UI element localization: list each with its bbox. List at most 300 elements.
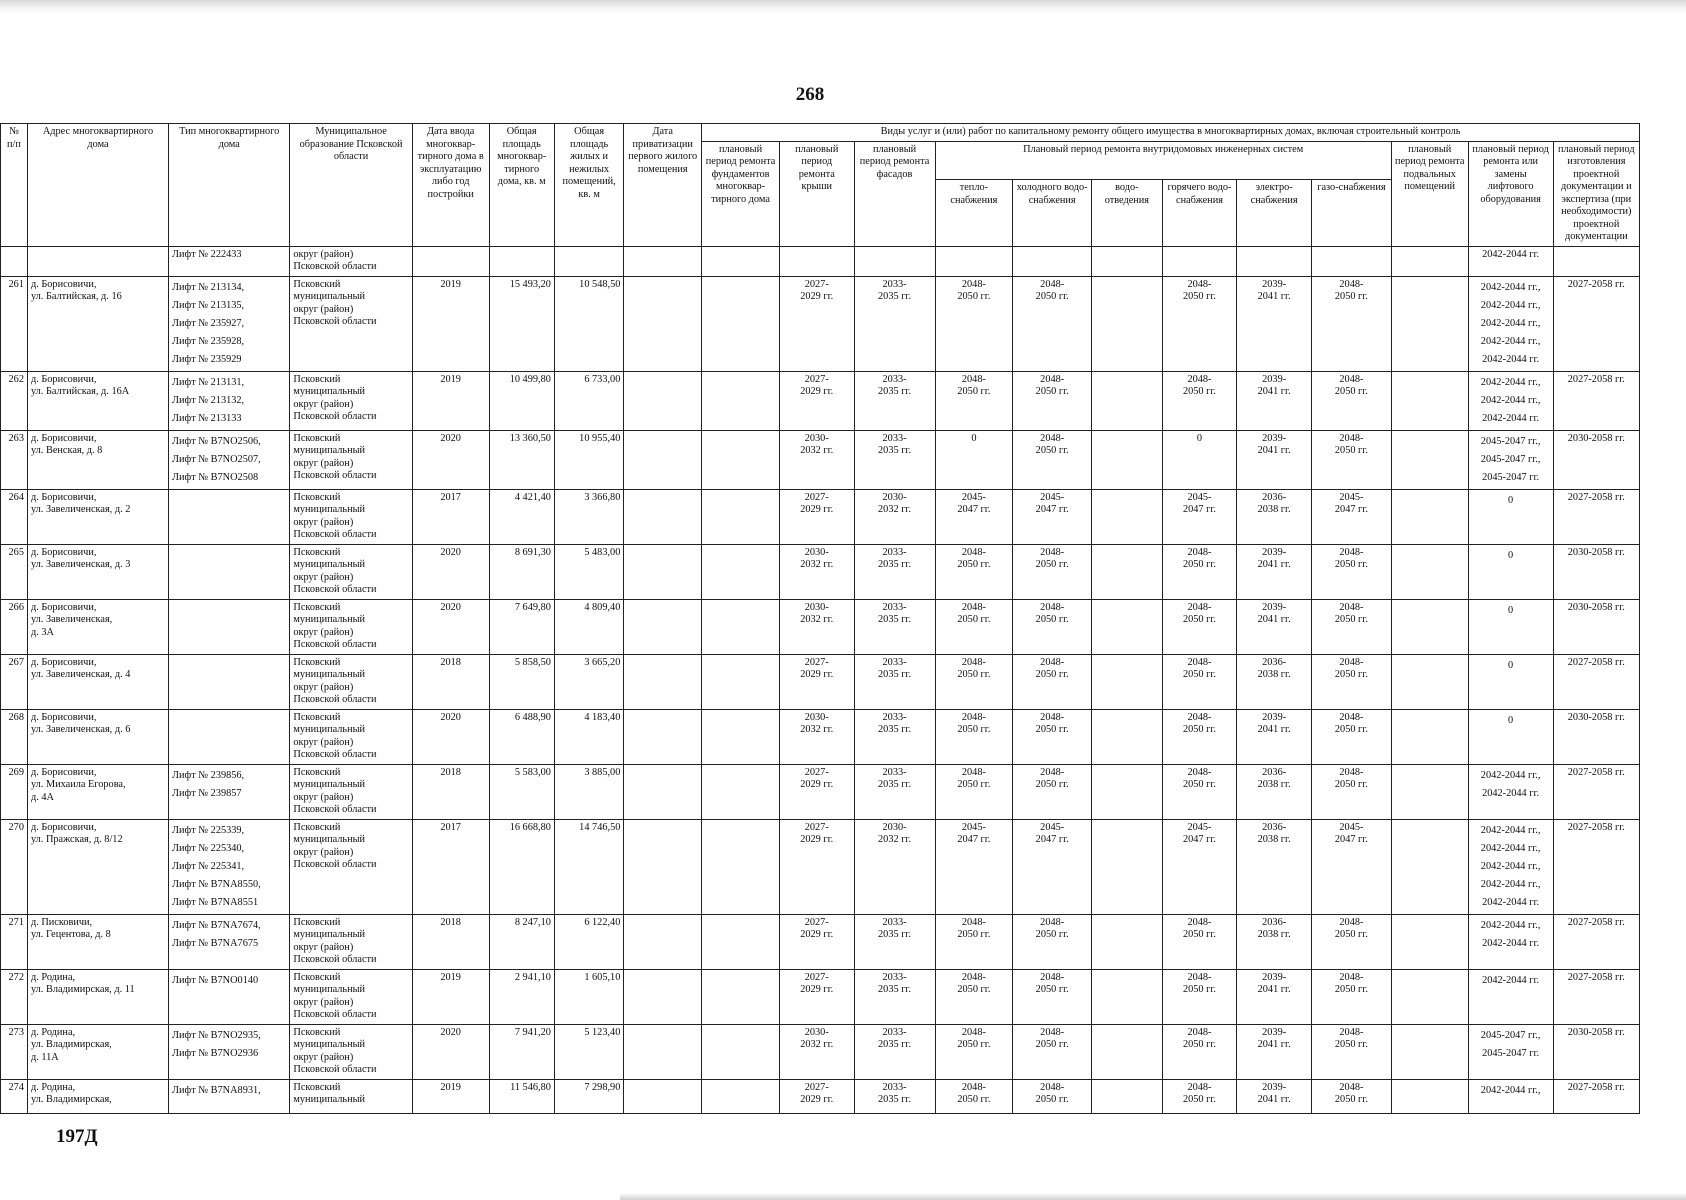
facade-period-cell: 2030- 2032 гг. [854,819,935,914]
elec-period-cell: 2039- 2041 гг. [1237,1079,1312,1113]
elec-period-cell: 2039- 2041 гг. [1237,1024,1312,1079]
design-docs-period-cell: 2030-2058 гг. [1553,430,1639,489]
cold-period-cell: 2048- 2050 гг. [1013,430,1092,489]
sew-period-cell [1092,430,1163,489]
elevator-period-cell [1468,1024,1553,1079]
privatization-cell [624,654,702,709]
municipality-cell: Псковский муниципальный округ (район) Псковской области [290,709,412,764]
heat-period-cell: 2048- 2050 гг. [935,914,1013,969]
cell [1092,246,1163,276]
elevator-list [169,276,290,371]
elevator-period: 2042-2044 гг. [1482,412,1540,424]
cell [1553,246,1639,276]
elevator-number: Лифт № 213131, [172,376,245,388]
municipality-cell: Псковский муниципальный округ (район) Псковской области [290,599,412,654]
heat-period-cell: 2048- 2050 гг. [935,654,1013,709]
facade-period-cell: 2033- 2035 гг. [854,276,935,371]
elevator-number: Лифт № 239856, [172,769,245,781]
elec-period-cell: 2036- 2038 гг. [1237,764,1312,819]
elevator-number: Лифт № B7NA8551 [172,896,259,908]
hot-period-cell: 2048- 2050 гг. [1162,969,1237,1024]
cell [1311,246,1391,276]
elevator-number: Лифт № B7NO2507, [172,453,261,465]
elevator-list [169,914,290,969]
elevator-period: 2042-2044 гг. [1482,974,1540,986]
hot-period-cell: 2048- 2050 гг. [1162,1079,1237,1113]
sew-period-cell [1092,276,1163,371]
cold-period-cell: 2048- 2050 гг. [1013,764,1092,819]
roof-period-cell: 2027- 2029 гг. [779,914,854,969]
col-living-area-header: Общая площадь жилых и нежилых помещений, кв. м [554,124,623,247]
elevator-list [169,1079,290,1113]
address-cell: д. Борисовичи, ул. Завеличенская, д. 6 [27,709,168,764]
foundation-cell [702,430,780,489]
elevator-period: 2042-2044 гг. [1482,353,1540,365]
scan-edge-bottom [620,1193,1686,1200]
base-period-cell [1391,430,1468,489]
total-area-cell: 5 858,50 [489,654,554,709]
elevator-number: Лифт № B7NO2936 [172,1047,259,1059]
cold-period-cell: 2048- 2050 гг. [1013,544,1092,599]
cold-period-cell: 2045- 2047 гг. [1013,489,1092,544]
elec-period-cell: 2039- 2041 гг. [1237,599,1312,654]
elevator-number: Лифт № B7NA7674, [172,919,261,931]
roof-period-cell: 2030- 2032 гг. [779,544,854,599]
elevator-period: 2042-2044 гг. [1482,937,1540,949]
elevator-number: Лифт № 225341, [172,860,245,872]
table-row [1,599,1640,654]
privatization-cell [624,709,702,764]
elevator-period: 0 [1508,604,1514,616]
privatization-cell [624,371,702,430]
design-docs-period-cell: 2027-2058 гг. [1553,654,1639,709]
row-number: 266 [1,599,28,654]
elevator-period: 2045-2047 гг., [1480,453,1541,465]
col-cold-water-header: холодного водо-снабжения [1013,180,1092,246]
elec-period-cell: 2036- 2038 гг. [1237,914,1312,969]
elevator-period-cell [1468,1079,1553,1113]
row-number: 264 [1,489,28,544]
design-docs-period-cell: 2027-2058 гг. [1553,276,1639,371]
table-row [1,914,1640,969]
elec-period-cell: 2036- 2038 гг. [1237,654,1312,709]
table-row [1,764,1640,819]
cell [935,246,1013,276]
elevator-period: 2045-2047 гг., [1480,435,1541,447]
elevator-period-cell [1468,819,1553,914]
hot-period-cell: 2048- 2050 гг. [1162,371,1237,430]
municipality-cell: Псковский муниципальный округ (район) Псковской области [290,969,412,1024]
heat-period-cell: 2045- 2047 гг. [935,819,1013,914]
document-code: 197Д [56,1126,98,1147]
commission-year-cell: 2020 [412,544,489,599]
elevator-number: Лифт № 225339, [172,824,245,836]
elevator-number: Лифт № B7NO2935, [172,1029,261,1041]
commission-year-cell: 2018 [412,764,489,819]
elevator-list [169,1024,290,1079]
cell [702,246,780,276]
living-area-cell: 6 122,40 [554,914,623,969]
roof-period-cell: 2027- 2029 гг. [779,819,854,914]
municipality-cell: Псковский муниципальный округ (район) Псковской области [290,914,412,969]
col-privatization-header: Дата приватизации первого жилого помещения [624,124,702,247]
sew-period-cell [1092,819,1163,914]
municipality-cell: Псковский муниципальный округ (район) Псковской области [290,544,412,599]
privatization-cell [624,914,702,969]
roof-period-cell: 2027- 2029 гг. [779,371,854,430]
cell [554,246,623,276]
design-docs-period-cell: 2027-2058 гг. [1553,969,1639,1024]
commission-year-cell: 2017 [412,819,489,914]
commission-year-cell: 2017 [412,489,489,544]
elevator-number: Лифт № 213132, [172,394,245,406]
cell [1162,246,1237,276]
elevator-period: 2042-2044 гг., [1480,299,1541,311]
elevator-number: Лифт № 235927, [172,317,245,329]
privatization-cell [624,489,702,544]
row-number: 270 [1,819,28,914]
gas-period-cell: 2048- 2050 гг. [1311,654,1391,709]
col-municipality-header: Муниципальное образование Псковской области [290,124,412,247]
address-cell: д. Родина, ул. Владимирская, д. 11А [27,1024,168,1079]
address-cell: д. Родина, ул. Владимирская, [27,1079,168,1113]
col-foundation-header: плановый период ремонта фундаментов многоквар-тирного дома [702,141,780,246]
roof-period-cell: 2030- 2032 гг. [779,709,854,764]
elevator-period: 2042-2044 гг., [1480,919,1541,931]
total-area-cell: 13 360,50 [489,430,554,489]
elevator-list [169,430,290,489]
row-number: 273 [1,1024,28,1079]
row-number: 271 [1,914,28,969]
elevator-period: 2042-2044 гг., [1480,824,1541,836]
elevator-period-cell [1468,709,1553,764]
table-row [1,544,1640,599]
table-row [1,489,1640,544]
cold-period-cell: 2048- 2050 гг. [1013,371,1092,430]
facade-period-cell: 2033- 2035 гг. [854,914,935,969]
facade-period-cell: 2030- 2032 гг. [854,489,935,544]
cold-period-cell: 2048- 2050 гг. [1013,1024,1092,1079]
roof-period-cell: 2027- 2029 гг. [779,1079,854,1113]
municipality-cell: Псковский муниципальный округ (район) Псковской области [290,819,412,914]
roof-period-cell: 2027- 2029 гг. [779,654,854,709]
living-area-cell: 10 955,40 [554,430,623,489]
elevator-list [169,709,290,764]
living-area-cell: 3 885,00 [554,764,623,819]
elevator-list [169,544,290,599]
table-row [1,709,1640,764]
total-area-cell: 10 499,80 [489,371,554,430]
gas-period-cell: 2048- 2050 гг. [1311,764,1391,819]
design-docs-period-cell: 2027-2058 гг. [1553,371,1639,430]
living-area-cell: 5 483,00 [554,544,623,599]
commission-year-cell: 2020 [412,1024,489,1079]
sew-period-cell [1092,709,1163,764]
privatization-cell [624,544,702,599]
elevator-period-cell [1468,654,1553,709]
col-facade-header: плановый период ремонта фасадов [854,141,935,246]
elevator-number: Лифт № B7NA8550, [172,878,261,890]
hot-period-cell: 2048- 2050 гг. [1162,709,1237,764]
address-cell: д. Борисовичи, ул. Завеличенская, д. 3 [27,544,168,599]
gas-period-cell: 2048- 2050 гг. [1311,1024,1391,1079]
elec-period-cell: 2039- 2041 гг. [1237,430,1312,489]
base-period-cell [1391,371,1468,430]
sew-period-cell [1092,969,1163,1024]
address-cell: д. Борисовичи, ул. Михаила Егорова, д. 4А [27,764,168,819]
municipality-cell: Псковский муниципальный округ (район) Псковской области [290,276,412,371]
row-number: 263 [1,430,28,489]
foundation-cell [702,599,780,654]
roof-period-cell: 2030- 2032 гг. [779,1024,854,1079]
roof-period-cell: 2027- 2029 гг. [779,276,854,371]
living-area-cell: 1 605,10 [554,969,623,1024]
row-number: 261 [1,276,28,371]
foundation-cell [702,914,780,969]
col-sewerage-header: водо-отведения [1092,180,1163,246]
sew-period-cell [1092,764,1163,819]
foundation-cell [702,544,780,599]
commission-year-cell: 2019 [412,969,489,1024]
elevator-period: 2042-2044 гг., [1480,878,1541,890]
privatization-cell [624,276,702,371]
col-design-docs-header: плановый период изготовления проектной документации и экспертиза (при необходимости) проектной документации [1553,141,1639,246]
facade-period-cell: 2033- 2035 гг. [854,1079,935,1113]
table-row [1,654,1640,709]
address-cell: д. Борисовичи, ул. Завеличенская, д. 2 [27,489,168,544]
elevator-list [169,371,290,430]
elevator-period: 2042-2044 гг., [1480,769,1541,781]
elevator-number: Лифт № B7NO0140 [172,974,259,986]
municipality-cell: Псковский муниципальный [290,1079,412,1113]
gas-period-cell: 2045- 2047 гг. [1311,489,1391,544]
cell [854,246,935,276]
col-basement-header: плановый период ремонта подвальных помещений [1391,141,1468,246]
capital-repair-table [0,123,1640,1114]
page-number: 268 [795,84,825,105]
foundation-cell [702,1024,780,1079]
design-docs-period-cell: 2030-2058 гг. [1553,544,1639,599]
facade-period-cell: 2033- 2035 гг. [854,709,935,764]
living-area-cell: 3 366,80 [554,489,623,544]
hot-period-cell: 2048- 2050 гг. [1162,276,1237,371]
elevator-period: 2042-2044 гг. [1482,896,1540,908]
living-area-cell: 4 809,40 [554,599,623,654]
col-total-area-header: Общая площадь многоквар-тирного дома, кв. м [489,124,554,247]
total-area-cell: 4 421,40 [489,489,554,544]
table-row [1,819,1640,914]
cell [1391,246,1468,276]
privatization-cell [624,599,702,654]
total-area-cell: 8 247,10 [489,914,554,969]
design-docs-period-cell: 2027-2058 гг. [1553,914,1639,969]
elevator-period: 2045-2047 гг., [1480,1029,1541,1041]
elevator-period-cell [1468,969,1553,1024]
design-docs-period-cell: 2027-2058 гг. [1553,764,1639,819]
total-area-cell: 7 941,20 [489,1024,554,1079]
hot-period-cell: 2048- 2050 гг. [1162,764,1237,819]
elevator-period: 2042-2044 гг., [1480,860,1541,872]
hot-period-cell: 2048- 2050 гг. [1162,1024,1237,1079]
cold-period-cell: 2045- 2047 гг. [1013,819,1092,914]
design-docs-period-cell: 2030-2058 гг. [1553,599,1639,654]
elevator-number: Лифт № B7NO2508 [172,471,259,483]
systems-group-header: Плановый период ремонта внутридомовых инженерных систем [935,141,1391,180]
works-group-header: Виды услуг и (или) работ по капитальному ремонту общего имущества в многоквартирных домах, включая строительный контроль [702,124,1640,142]
elevator-number: Лифт № 225340, [172,842,245,854]
cold-period-cell: 2048- 2050 гг. [1013,914,1092,969]
elevator-list: Лифт № 222433 [169,246,290,276]
base-period-cell [1391,819,1468,914]
design-docs-period-cell: 2030-2058 гг. [1553,709,1639,764]
elevator-number: Лифт № 235929 [172,353,242,365]
elevator-period: 0 [1508,659,1514,671]
elevator-period-cell [1468,764,1553,819]
table-row [1,1024,1640,1079]
municipality-cell: Псковский муниципальный округ (район) Псковской области [290,654,412,709]
living-area-cell: 7 298,90 [554,1079,623,1113]
gas-period-cell: 2048- 2050 гг. [1311,709,1391,764]
living-area-cell: 10 548,50 [554,276,623,371]
row-number: 269 [1,764,28,819]
elevator-number: Лифт № 213133 [172,412,242,424]
base-period-cell [1391,914,1468,969]
col-date-header: Дата ввода многоквар-тирного дома в эксплуатацию либо год постройки [412,124,489,247]
facade-period-cell: 2033- 2035 гг. [854,544,935,599]
cell [1,246,28,276]
commission-year-cell: 2018 [412,654,489,709]
row-number: 274 [1,1079,28,1113]
living-area-cell: 4 183,40 [554,709,623,764]
elevator-period: 2042-2044 гг., [1480,281,1541,293]
commission-year-cell: 2019 [412,1079,489,1113]
facade-period-cell: 2033- 2035 гг. [854,430,935,489]
col-num-header: № п/п [1,124,28,247]
sew-period-cell [1092,654,1163,709]
elec-period-cell: 2039- 2041 гг. [1237,544,1312,599]
commission-year-cell: 2020 [412,599,489,654]
cold-period-cell: 2048- 2050 гг. [1013,654,1092,709]
elevator-period: 0 [1508,494,1514,506]
elevator-period: 2045-2047 гг. [1482,1047,1540,1059]
heat-period-cell: 2048- 2050 гг. [935,276,1013,371]
elevator-period-cell [1468,430,1553,489]
elevator-period-cell [1468,489,1553,544]
elevator-number: Лифт № B7NA7675 [172,937,259,949]
elevator-list [169,969,290,1024]
col-address-header: Адрес многоквартирного дома [27,124,168,247]
base-period-cell [1391,1024,1468,1079]
base-period-cell [1391,544,1468,599]
gas-period-cell: 2048- 2050 гг. [1311,430,1391,489]
elec-period-cell: 2036- 2038 гг. [1237,489,1312,544]
total-area-cell: 8 691,30 [489,544,554,599]
table-row [1,969,1640,1024]
cell [779,246,854,276]
gas-period-cell: 2048- 2050 гг. [1311,914,1391,969]
foundation-cell [702,489,780,544]
elevator-period: 0 [1508,714,1514,726]
foundation-cell [702,819,780,914]
privatization-cell [624,1079,702,1113]
total-area-cell: 16 668,80 [489,819,554,914]
base-period-cell [1391,764,1468,819]
elevator-list [169,489,290,544]
cold-period-cell: 2048- 2050 гг. [1013,276,1092,371]
living-area-cell: 3 665,20 [554,654,623,709]
foundation-cell [702,654,780,709]
heat-period-cell: 2045- 2047 гг. [935,489,1013,544]
municipality-cell: округ (район) Псковской области [290,246,412,276]
privatization-cell [624,1024,702,1079]
heat-period-cell: 2048- 2050 гг. [935,709,1013,764]
sew-period-cell [1092,599,1163,654]
row-number: 272 [1,969,28,1024]
cell [1013,246,1092,276]
cold-period-cell: 2048- 2050 гг. [1013,1079,1092,1113]
roof-period-cell: 2027- 2029 гг. [779,489,854,544]
elevator-number: Лифт № B7NO2506, [172,435,261,447]
row-number: 267 [1,654,28,709]
total-area-cell: 15 493,20 [489,276,554,371]
total-area-cell: 7 649,80 [489,599,554,654]
address-cell: д. Родина, ул. Владимирская, д. 11 [27,969,168,1024]
foundation-cell [702,709,780,764]
sew-period-cell [1092,489,1163,544]
gas-period-cell: 2045- 2047 гг. [1311,819,1391,914]
col-roof-header: плановый период ремонта крыши [779,141,854,246]
foundation-cell [702,276,780,371]
scan-edge-top [0,0,1686,14]
cold-period-cell: 2048- 2050 гг. [1013,599,1092,654]
total-area-cell: 5 583,00 [489,764,554,819]
roof-period-cell: 2027- 2029 гг. [779,764,854,819]
elevator-list [169,764,290,819]
privatization-cell [624,430,702,489]
privatization-cell [624,764,702,819]
foundation-cell [702,1079,780,1113]
address-cell: д. Борисовичи, ул. Пражская, д. 8/12 [27,819,168,914]
commission-year-cell: 2019 [412,276,489,371]
heat-period-cell: 0 [935,430,1013,489]
facade-period-cell: 2033- 2035 гг. [854,371,935,430]
facade-period-cell: 2033- 2035 гг. [854,654,935,709]
facade-period-cell: 2033- 2035 гг. [854,599,935,654]
elevator-period: 2042-2044 гг., [1480,335,1541,347]
col-gas-header: газо-снабжения [1311,180,1391,246]
row-number: 268 [1,709,28,764]
col-electricity-header: электро-снабжения [1237,180,1312,246]
row-number: 265 [1,544,28,599]
elevator-number: Лифт № B7NA8931, [172,1084,261,1096]
elec-period-cell: 2039- 2041 гг. [1237,709,1312,764]
elec-period-cell: 2036- 2038 гг. [1237,819,1312,914]
hot-period-cell: 2048- 2050 гг. [1162,544,1237,599]
base-period-cell [1391,654,1468,709]
elevator-number: Лифт № 213135, [172,299,245,311]
municipality-cell: Псковский муниципальный округ (район) Псковской области [290,764,412,819]
elevator-period-cell [1468,599,1553,654]
cell [412,246,489,276]
gas-period-cell: 2048- 2050 гг. [1311,544,1391,599]
design-docs-period-cell: 2027-2058 гг. [1553,1079,1639,1113]
address-cell: д. Борисовичи, ул. Балтийская, д. 16А [27,371,168,430]
base-period-cell [1391,1079,1468,1113]
row-number: 262 [1,371,28,430]
elevator-period-cell [1468,544,1553,599]
col-heating-header: тепло-снабжения [935,180,1013,246]
hot-period-cell: 2048- 2050 гг. [1162,654,1237,709]
